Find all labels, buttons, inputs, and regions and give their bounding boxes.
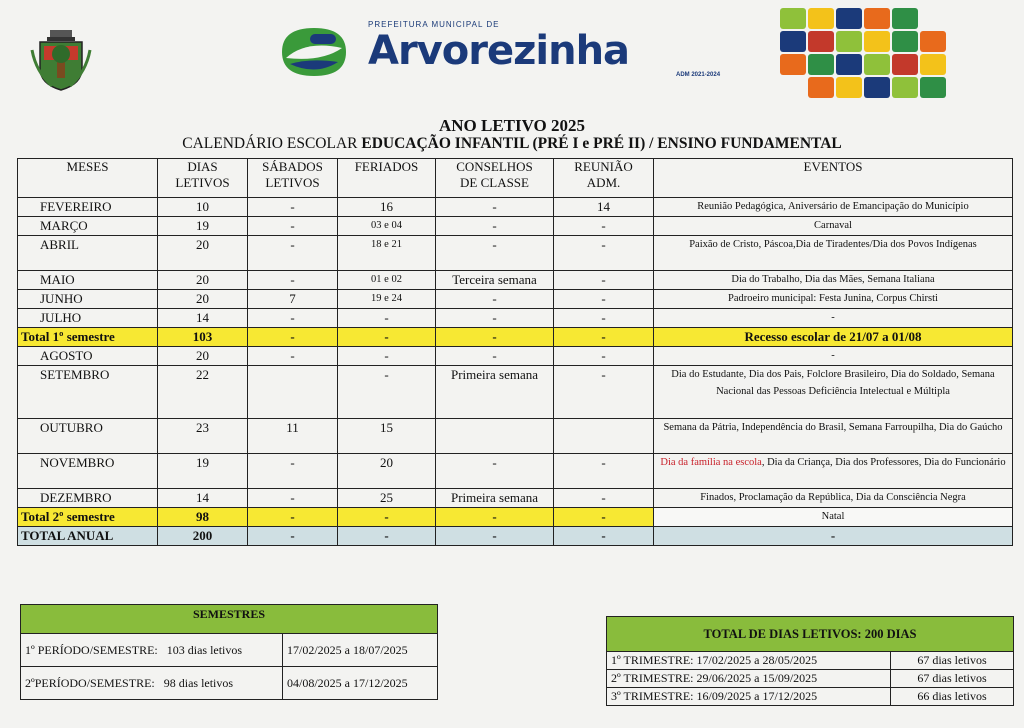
cell-fer: 01 e 02 [338,271,436,290]
cell-sab: - [248,527,338,546]
semestre-label: 2ºPERÍODO/SEMESTRE: [25,675,155,690]
cell-eventos: Semana da Pátria, Independência do Brasil, Semana Farroupilha, Dia do Gaúcho [654,419,1013,454]
cell-fer: 19 e 24 [338,290,436,309]
cell-sab: - [248,217,338,236]
cell-mes: FEVEREIRO [18,198,158,217]
cell-eventos: Padroeiro municipal: Festa Junina, Corpus Chirsti [654,290,1013,309]
table-row [18,347,1013,366]
cell-reun: - [554,271,654,290]
cell-sab: - [248,309,338,328]
brand-name: Arvorezinha [368,28,630,74]
cell-mes: Total 2º semestre [18,508,158,527]
cell-eventos: Dia do Estudante, Dia dos Pais, Folclore Brasileiro, Dia do Soldado, Semana Nacional das Pessoas Deficiência Intelectual e Múltipla [654,366,1013,419]
cell-fer: - [338,527,436,546]
cell-mes: SETEMBRO [18,366,158,419]
cell-reun: - [554,328,654,347]
trimestre-label: 2º TRIMESTRE: 29/06/2025 a 15/09/2025 [607,670,891,688]
cell-cons [436,419,554,454]
trimestre-row [607,688,1014,706]
cell-fer: 18 e 21 [338,236,436,271]
page-title: ANO LETIVO 2025 [438,116,586,135]
cell-cons: - [436,347,554,366]
cell-eventos: Reunião Pedagógica, Aniversário de Emancipação do Município [654,198,1013,217]
semestre-dias: 98 dias letivos [163,675,234,690]
brand-logo [276,20,726,82]
col-sab-label-1: SÁBADOS [262,159,323,174]
col-meses-label: MESES [66,159,109,174]
semestre-row [21,634,438,667]
cell-dias: 19 [158,217,248,236]
col-sabados [248,159,338,198]
cell-dias: 22 [158,366,248,419]
cell-sab: - [248,198,338,217]
cell-eventos: Dia do Trabalho, Dia das Mães, Semana Italiana [654,271,1013,290]
table-row-total-1 [18,328,1013,347]
cell-eventos: - [654,527,1013,546]
semestre-label: 1º PERÍODO/SEMESTRE: [25,642,158,657]
col-cons-label-1: CONSELHOS [456,159,533,174]
cell-cons: - [436,454,554,489]
cell-sab: - [248,328,338,347]
cell-sab: 11 [248,419,338,454]
cell-reun: - [554,236,654,271]
cell-mes: Total 1º semestre [18,328,158,347]
table-row-total-anual [18,527,1013,546]
trimestre-label: 1º TRIMESTRE: 17/02/2025 a 28/05/2025 [607,652,891,670]
page-subtitle [0,135,1024,153]
col-sab-label-2: LETIVOS [265,175,320,190]
col-reuniao [554,159,654,198]
table-row [18,271,1013,290]
semestre-label-cell [21,667,283,700]
cell-cons: - [436,290,554,309]
cell-reun: - [554,347,654,366]
cell-mes: ABRIL [18,236,158,271]
table-row [18,366,1013,419]
cell-fer: 03 e 04 [338,217,436,236]
trimestres-title: TOTAL DE DIAS LETIVOS: 200 DIAS [607,617,1014,652]
municipal-crest-icon [30,28,92,92]
col-meses [18,159,158,198]
trimestre-dias: 67 dias letivos [891,652,1014,670]
col-feriados-label: FERIADOS [354,159,419,174]
cell-mes: OUTUBRO [18,419,158,454]
cell-reun: - [554,527,654,546]
cell-cons: - [436,328,554,347]
trimestres-table [606,616,1014,706]
cell-cons: Terceira semana [436,271,554,290]
cell-eventos: Natal [654,508,1013,527]
table-row-total-2 [18,508,1013,527]
cell-cons: - [436,217,554,236]
cell-dias: 19 [158,454,248,489]
col-feriados [338,159,436,198]
cell-dias: 200 [158,527,248,546]
cell-cons: - [436,508,554,527]
col-eventos-label: EVENTOS [803,159,863,174]
cell-dias: 20 [158,236,248,271]
document-titles [0,116,1024,153]
cell-cons: Primeira semana [436,366,554,419]
trimestre-dias: 66 dias letivos [891,688,1014,706]
semestre-dias: 103 dias letivos [166,642,243,657]
cell-dias: 14 [158,489,248,508]
tile-mosaic-logo [780,8,946,98]
cell-eventos: Carnaval [654,217,1013,236]
cell-mes: MARÇO [18,217,158,236]
cell-dias: 20 [158,290,248,309]
cell-sab: 7 [248,290,338,309]
header-logos [0,0,1024,105]
cell-reun [554,419,654,454]
cell-eventos: - [654,309,1013,328]
cell-fer: 16 [338,198,436,217]
cell-cons: - [436,236,554,271]
cell-sab: - [248,508,338,527]
col-dias [158,159,248,198]
cell-reun: - [554,309,654,328]
trimestre-label: 3º TRIMESTRE: 16/09/2025 a 17/12/2025 [607,688,891,706]
cell-sab: - [248,347,338,366]
cell-mes: JULHO [18,309,158,328]
cell-fer: - [338,328,436,347]
subtitle-part-a: CALENDÁRIO ESCOLAR [182,135,362,152]
brand-leaf-icon [276,22,352,82]
table-row [18,217,1013,236]
cell-fer: 25 [338,489,436,508]
semestres-title: SEMESTRES [21,605,438,634]
semestres-table [20,604,438,700]
trimestre-dias: 67 dias letivos [891,670,1014,688]
cell-dias: 14 [158,309,248,328]
semestre-label-cell [21,634,283,667]
brand-adm: ADM 2021-2024 [676,72,721,78]
cell-sab: - [248,236,338,271]
cell-reun: - [554,489,654,508]
cell-cons: - [436,527,554,546]
semestre-range: 17/02/2025 a 18/07/2025 [283,634,438,667]
cell-dias: 103 [158,328,248,347]
cell-eventos: Recesso escolar de 21/07 a 01/08 [654,328,1013,347]
event-highlight-text: Dia da família na escola [660,457,762,468]
cell-dias: 98 [158,508,248,527]
col-dias-label-1: DIAS [187,159,218,174]
semestre-range: 04/08/2025 a 17/12/2025 [283,667,438,700]
cell-fer: - [338,347,436,366]
cell-fer: 20 [338,454,436,489]
col-conselhos [436,159,554,198]
cell-sab: - [248,271,338,290]
table-row [18,290,1013,309]
cell-reun: - [554,366,654,419]
cell-eventos: Paixão de Cristo, Páscoa,Dia de Tiradentes/Dia dos Povos Indígenas [654,236,1013,271]
cell-fer: 15 [338,419,436,454]
cell-mes: AGOSTO [18,347,158,366]
cell-mes: TOTAL ANUAL [18,527,158,546]
brand-superscript: PREFEITURA MUNICIPAL DE [368,20,500,29]
cell-sab: - [248,454,338,489]
table-row [18,236,1013,271]
cell-dias: 20 [158,271,248,290]
cell-fer: - [338,309,436,328]
cell-dias: 10 [158,198,248,217]
cell-reun: - [554,290,654,309]
cell-mes: MAIO [18,271,158,290]
semestre-row [21,667,438,700]
table-row [18,454,1013,489]
cell-reun: - [554,454,654,489]
cell-reun: - [554,217,654,236]
calendar-table [17,158,1013,546]
table-row [18,198,1013,217]
cell-mes: DEZEMBRO [18,489,158,508]
cell-fer: - [338,508,436,527]
cell-cons: - [436,309,554,328]
col-reun-label-2: ADM. [586,175,621,190]
cell-reun: 14 [554,198,654,217]
cell-mes: JUNHO [18,290,158,309]
trimestre-row [607,652,1014,670]
cell-fer: - [338,366,436,419]
event-text: , Dia da Criança, Dia dos Professores, Dia do Funcionário [761,457,1006,468]
cell-eventos: Finados, Proclamação da República, Dia da Consciência Negra [654,489,1013,508]
cell-dias: 23 [158,419,248,454]
cell-reun: - [554,508,654,527]
cell-eventos: - [654,347,1013,366]
cell-dias: 20 [158,347,248,366]
cell-cons: - [436,198,554,217]
table-row [18,489,1013,508]
col-dias-label-2: LETIVOS [175,175,230,190]
cell-eventos [654,454,1013,489]
trimestre-row [607,670,1014,688]
subtitle-part-b: EDUCAÇÃO INFANTIL (PRÉ I e PRÉ II) / ENSINO FUNDAMENTAL [361,135,842,152]
cell-sab [248,366,338,419]
cell-cons: Primeira semana [436,489,554,508]
col-eventos [654,159,1013,198]
table-row [18,309,1013,328]
table-row [18,419,1013,454]
col-reun-label-1: REUNIÃO [574,159,633,174]
col-cons-label-2: DE CLASSE [460,175,529,190]
cell-mes: NOVEMBRO [18,454,158,489]
calendar-header-row [18,159,1013,198]
cell-sab: - [248,489,338,508]
